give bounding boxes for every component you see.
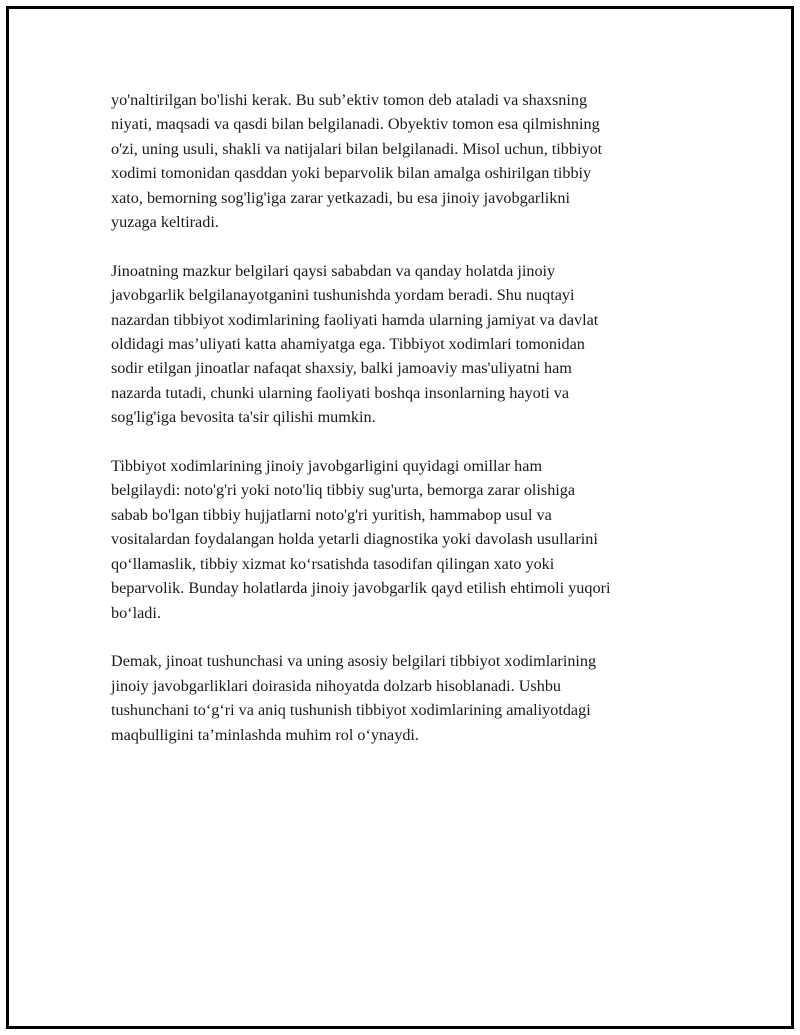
text-line: Demak, jinoat tushunchasi va uning asosiy belgilari tibbiyot xodimlarining — [111, 652, 597, 671]
text-line: beparvolik. Bunday holatlarda jinoiy javobgarlik qayd etilish ehtimoli yuqori — [111, 579, 611, 598]
text-line: bo‘ladi. — [111, 603, 161, 622]
paragraph-3 — [111, 454, 689, 625]
text-line: belgilaydi: noto'g'ri yoki noto'liq tibbiy sug'urta, bemorga zarar olishiga — [111, 481, 576, 500]
text-line: yuzaga keltiradi. — [111, 213, 219, 232]
text-line: sabab bo'lgan tibbiy hujjatlarni noto'g'ri yuritish, hammabop usul va — [111, 505, 552, 524]
text-line: javobgarlik belgilanayotganini tushunishda yordam beradi. Shu nuqtayi — [111, 286, 575, 305]
paragraph-2 — [111, 259, 689, 430]
text-line: oldidagi mas’uliyati katta ahamiyatga ega. Tibbiyot xodimlari tomonidan — [111, 335, 585, 354]
document-body — [111, 88, 689, 771]
text-line: Tibbiyot xodimlarining jinoiy javobgarligini quyidagi omillar ham — [111, 457, 543, 476]
text-line: xodimi tomonidan qasddan yoki beparvolik bilan amalga oshirilgan tibbiy — [111, 164, 592, 183]
paragraph-4 — [111, 649, 689, 747]
text-line: qo‘llamaslik, tibbiy xizmat ko‘rsatishda tasodifan qilingan xato yoki — [111, 554, 555, 573]
text-line: sodir etilgan jinoatlar nafaqat shaxsiy, balki jamoaviy mas'uliyatni ham — [111, 359, 572, 378]
text-line: niyati, maqsadi va qasdi bilan belgilanadi. Obyektiv tomon esa qilmishning — [111, 115, 600, 134]
text-line: o'zi, uning usuli, shakli va natijalari bilan belgilanadi. Misol uchun, tibbiyot — [111, 139, 603, 158]
text-line: vositalardan foydalangan holda yetarli diagnostika yoki davolash usullarini — [111, 530, 598, 549]
text-line: jinoiy javobgarliklari doirasida nihoyatda dolzarb hisoblanadi. Ushbu — [111, 676, 562, 695]
text-line: nazardan tibbiyot xodimlarining faoliyati hamda ularning jamiyat va davlat — [111, 310, 599, 329]
text-line: yo'naltirilgan bo'lishi kerak. Bu sub’ektiv tomon deb ataladi va shaxsning — [111, 91, 588, 109]
text-line: sog'lig'iga bevosita ta'sir qilishi mumkin. — [111, 408, 376, 427]
text-line: xato, bemorning sog'lig'iga zarar yetkazadi, bu esa jinoiy javobgarlikni — [111, 188, 570, 207]
text-line: tushunchani to‘g‘ri va aniq tushunish tibbiyot xodimlarining amaliyotdagi — [111, 701, 591, 720]
text-line: nazarda tutadi, chunki ularning faoliyati boshqa insonlarning hayoti va — [111, 383, 570, 402]
text-line: maqbulligini ta’minlashda muhim rol o‘ynaydi. — [111, 725, 419, 744]
paragraph-1 — [111, 88, 689, 234]
text-line: Jinoatning mazkur belgilari qaysi sababdan va qanday holatda jinoiy — [111, 261, 556, 280]
